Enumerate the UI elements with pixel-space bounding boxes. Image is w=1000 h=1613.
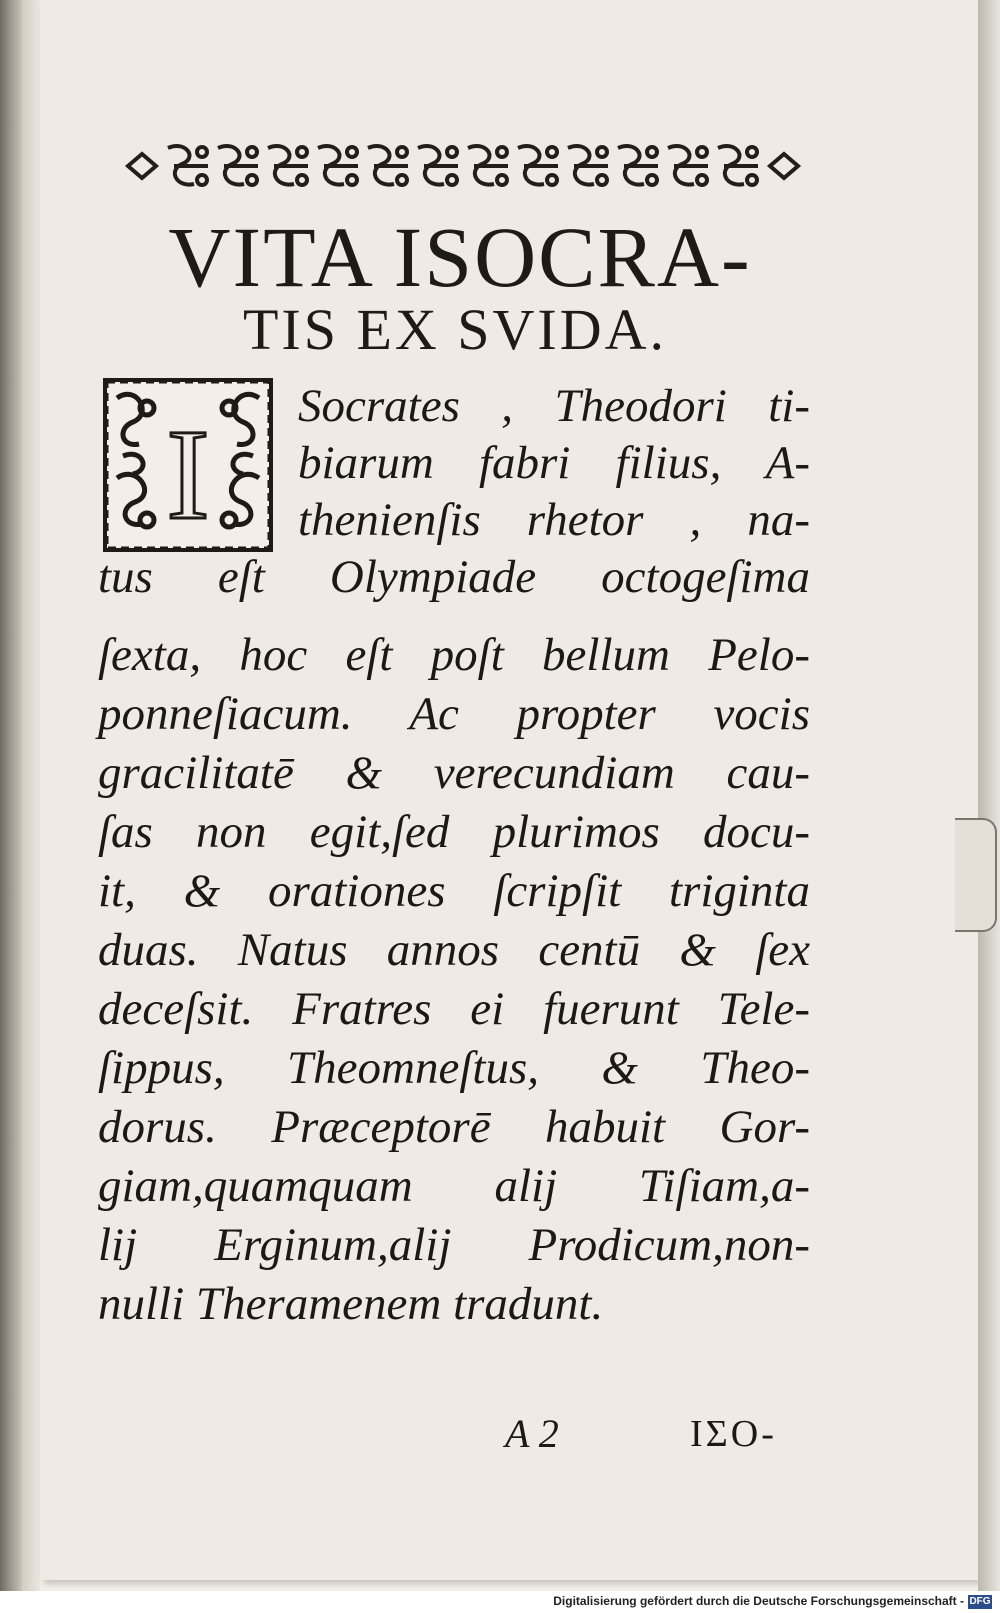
body-line: nulli Theramenem tradunt. bbox=[98, 1278, 604, 1330]
body-line: duas. Natus annos centū & ſex bbox=[98, 924, 810, 976]
body-line: dorus. Præceptorē habuit Gor- bbox=[98, 1101, 810, 1153]
book-spine bbox=[0, 0, 22, 1591]
footer-bar bbox=[0, 1591, 1000, 1613]
title-line-2: TIS EX SVIDA. bbox=[242, 297, 668, 362]
footer-credit: Digitalisierung gefördert durch die Deutsche Forschungsgemeinschaft - bbox=[553, 1594, 964, 1608]
body-line: Socrates , Theodori ti- bbox=[298, 380, 810, 432]
page-tab bbox=[955, 818, 997, 932]
body-line: gracilitatē & verecundiam cau- bbox=[98, 747, 810, 799]
title-line-1: VITA ISOCRA- bbox=[168, 209, 752, 305]
initial-letter-glyph: I bbox=[166, 403, 210, 547]
body-line: tus eſt Olympiade octogeſima bbox=[98, 551, 810, 603]
page-gutter bbox=[22, 0, 40, 1591]
decorated-initial-letter bbox=[103, 378, 273, 552]
dfg-logo: DFG bbox=[969, 1596, 991, 1607]
body-line: ſexta, hoc eſt poſt bellum Pelo- bbox=[98, 629, 810, 681]
body-line: ſas non egit,ſed plurimos docu- bbox=[98, 806, 810, 858]
catchword: ΙΣΟ- bbox=[690, 1413, 777, 1455]
body-line: lij Erginum,alij Prodicum,non- bbox=[98, 1219, 810, 1271]
body-line: ſippus, Theomneſtus, & Theo- bbox=[98, 1042, 810, 1094]
body-line: biarum fabri filius, A- bbox=[298, 437, 810, 489]
ornament-border bbox=[118, 136, 808, 196]
body-line: it, & orationes ſcripſit triginta bbox=[98, 865, 810, 917]
body-line: ponneſiacum. Ac propter vocis bbox=[98, 688, 810, 740]
page-edge-shadow bbox=[978, 0, 1000, 1591]
body-line: giam,quamquam alij Tiſiam,a- bbox=[98, 1160, 810, 1212]
body-line: deceſsit. Fratres ei fuerunt Tele- bbox=[98, 983, 810, 1035]
body-line: thenienſis rhetor , na- bbox=[298, 494, 810, 546]
signature-mark: A 2 bbox=[505, 1411, 559, 1456]
